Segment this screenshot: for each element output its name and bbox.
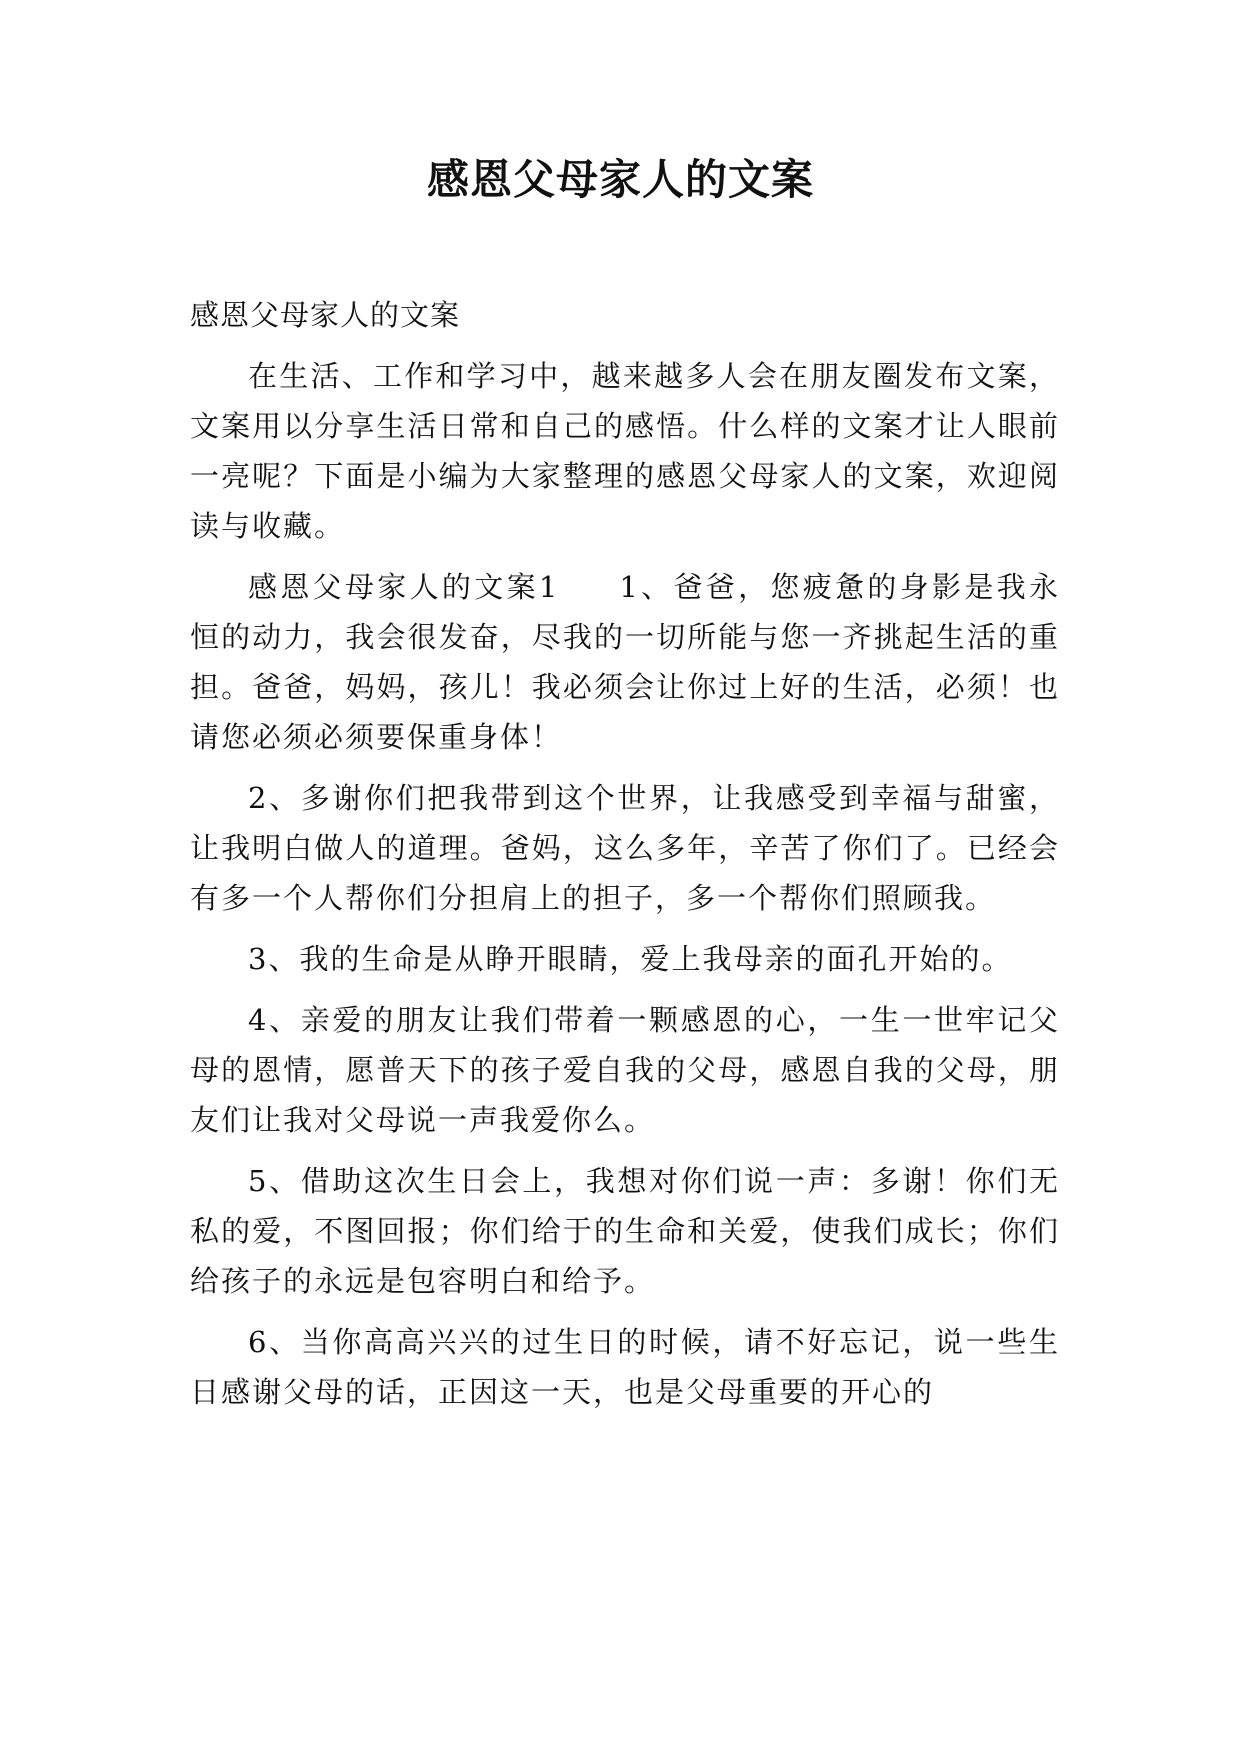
section-paragraph-1 <box>190 562 1060 762</box>
item-2-paragraph: 2、多谢你们把我带到这个世界，让我感受到幸福与甜蜜，让我明白做人的道理。爸妈，这么多年，辛苦了你们了。已经会有多一个人帮你们分担肩上的担子，多一个帮你们照顾我。 <box>190 781 1060 915</box>
item-4-paragraph: 4、亲爱的朋友让我们带着一颗感恩的心，一生一世牢记父母的恩情，愿普天下的孩子爱自我的父母，感恩自我的父母，朋友们让我对父母说一声我爱你么。 <box>190 1003 1060 1137</box>
item-1-text: 1、爸爸，您疲惫的身影是我永恒的动力，我会很发奋，尽我的一切所能与您一齐挑起生活的重担。爸爸，妈妈，孩儿！我必须会让你过上好的生活，必须！也请您必须必须要保重身体！ <box>190 570 1061 754</box>
document-body <box>190 290 1060 1428</box>
intro-paragraph: 在生活、工作和学习中，越来越多人会在朋友圈发布文案，文案用以分享生活日常和自己的感悟。什么样的文案才让人眼前一亮呢？下面是小编为大家整理的感恩父母家人的文案，欢迎阅读与收藏。 <box>190 359 1060 543</box>
section-title: 感恩父母家人的文案1 <box>248 570 560 604</box>
item-3-paragraph: 3、我的生命是从睁开眼睛，爱上我母亲的面孔开始的。 <box>248 942 1013 976</box>
item-6-paragraph: 6、当你高高兴兴的过生日的时候，请不好忘记，说一些生日感谢父母的话，正因这一天，也是父母重要的开心的 <box>190 1325 1060 1409</box>
document-title: 感恩父母家人的文案 <box>426 155 814 204</box>
item-5-paragraph: 5、借助这次生日会上，我想对你们说一声：多谢！你们无私的爱，不图回报；你们给于的生命和关爱，使我们成长；你们给孩子的永远是包容明白和给予。 <box>190 1164 1060 1298</box>
document-subtitle: 感恩父母家人的文案 <box>190 298 461 332</box>
